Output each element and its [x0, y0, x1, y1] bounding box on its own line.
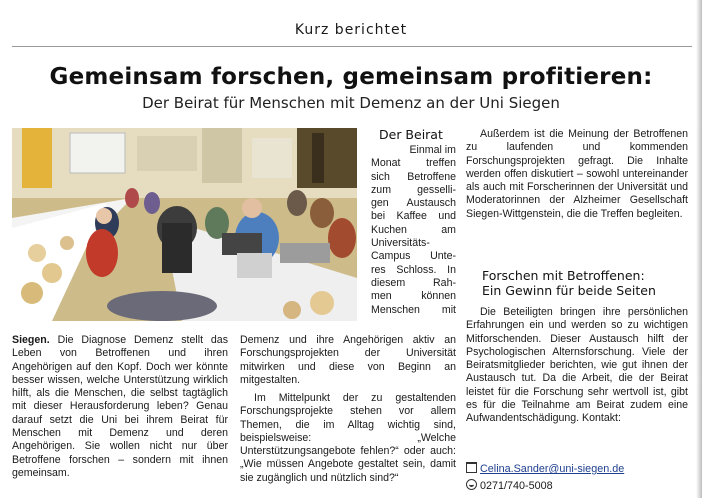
column2-line: Campus Unte- [371, 250, 456, 263]
article-headline: Gemeinsam forschen, gemeinsam profitieren: [49, 64, 653, 90]
column3-paragraph2: Die Beteiligten bringen ihre persönlichen Erfahrungen ein und werden so zu wichtigen Mitforschenden. Dieser Austausch hilft der Psychologischen Alternsforschung. Viele der Beiratsmitglieder berichten, wie gut ihnen der Austausch tut. Da die Arbeit, die der Beirat leistet für die Forschung sehr wertvoll ist, gibt es für die Teilnahme am Beirat zudem eine Aufwandentschädigung. Kontakt: [466, 306, 688, 425]
column3-heading-line1: Forschen mit Betroffenen: [482, 268, 645, 283]
column3-heading-line2: Ein Gewinn für beide Seiten [482, 283, 656, 298]
meeting-photo [12, 128, 357, 321]
column2-line: Menschen mit [371, 303, 456, 316]
column2-line: bei Kaffee und [371, 210, 456, 223]
column1-text: Die Diagnose Demenz stellt das Leben von Betroffenen und ihren Angehörigen auf den Kopf. Doch wer könnte besser wissen, welche Unterstützung wirklich hilft, als die Menschen, die selbst tagtäglich mit dieser Herausforderung leben? Genau darauf setzt die Uni bei ihrem Beirat für Menschen mit Demenz und deren Angehörigen. Sie wollen nicht nur über Betroffene forschen – sondern mit ihnen gemeinsam. [12, 334, 228, 479]
column2-line: Universitäts- [371, 237, 430, 250]
column2-line: men können [371, 290, 456, 303]
column2-line: Monat treffen [371, 157, 456, 170]
column2-line: res Schloss. In [371, 263, 456, 276]
contact-email-link[interactable]: Celina.Sander@uni-siegen.de [480, 463, 625, 475]
meeting-photo-illustration [12, 128, 357, 321]
mail-icon [466, 462, 477, 473]
header-divider [12, 46, 692, 47]
column2-line: sich Betroffene [371, 170, 456, 183]
column1-paragraph [12, 334, 228, 480]
section-label: Kurz berichtet [294, 22, 408, 38]
contact-phone-row [466, 479, 553, 492]
column3-heading [482, 268, 656, 298]
column2-line: zum gesselli- [371, 183, 456, 196]
column2-narrow-block [371, 144, 456, 317]
column2-line: Kuchen am [371, 223, 456, 236]
column2-line: diesem Rah- [371, 276, 456, 289]
phone-icon [466, 479, 477, 490]
contact-phone: 0271/740-5008 [480, 480, 553, 492]
column2-line: Einmal im [409, 144, 456, 156]
article-subheadline: Der Beirat für Menschen mit Demenz an der Uni Siegen [142, 94, 560, 112]
column2-paragraph2: Im Mittelpunkt der zu gestaltenden Forschungsprojekte stehen vor allem Themen, die im Alltag wichtig sind, beispielsweise: „Welche Unterstützungsangebote fehlen?“ oder auch: „Wie müssen Angebote gestaltet sein, damit sie zugänglich und nützlich sind?“ [240, 392, 456, 484]
column3-paragraph1: Außerdem ist die Meinung der Betroffenen zu laufenden und kommenden Forschungsprojekten gefragt. Die Inhalte werden offen diskutiert – sowohl untereinander als auch mit Forscherinnen der Universität und Moderatorinnen der Alzheimer Gesellschaft Siegen-Wittgenstein, die die Treffen begleiten. [466, 128, 688, 220]
column2-paragraph1-rest: Demenz und ihre Angehörigen aktiv an Forschungsprojekten der Universität mitwirken und diese von Beginn an mitgestalten. [240, 334, 456, 386]
contact-email-row [466, 462, 624, 475]
column2-line: gen Austausch [371, 197, 456, 210]
dateline: Siegen. [12, 334, 50, 346]
column2-heading: Der Beirat [379, 127, 443, 142]
